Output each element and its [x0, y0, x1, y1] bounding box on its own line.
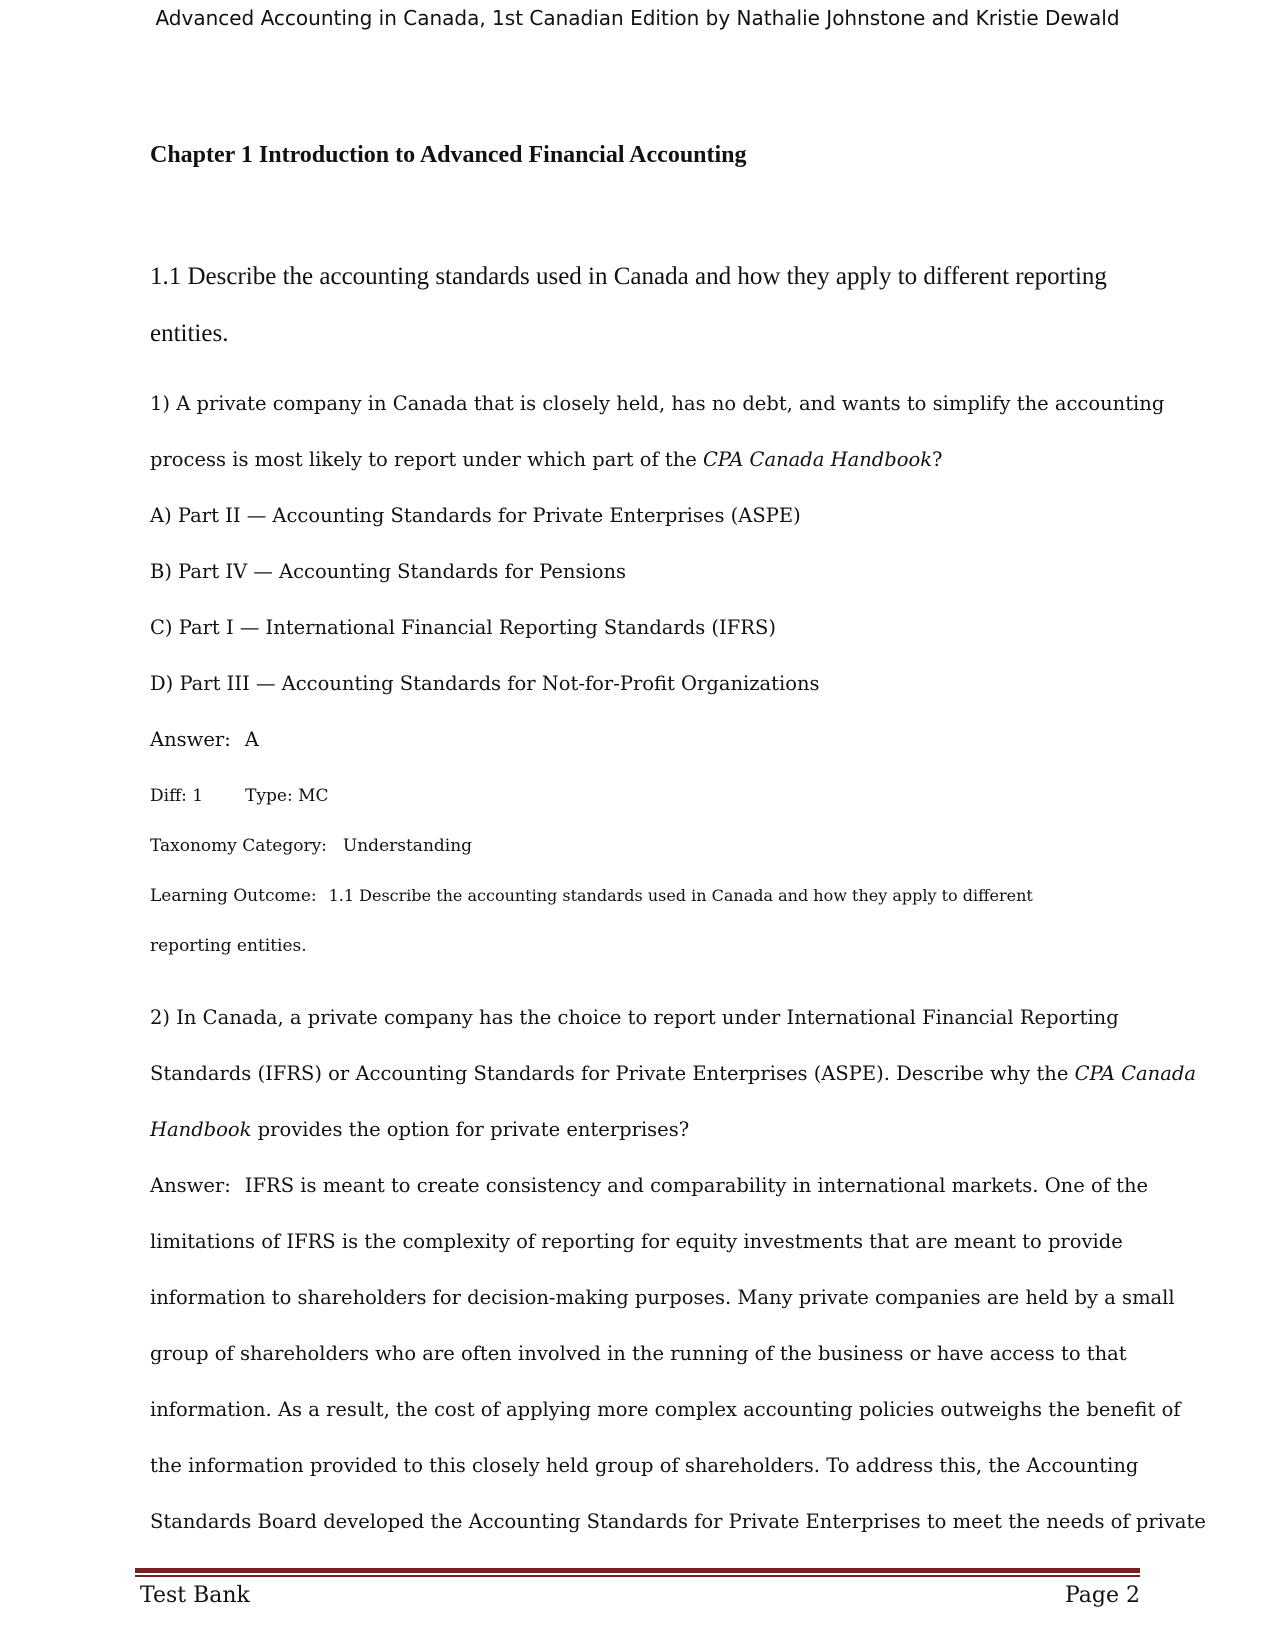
- option-d: D) Part III — Accounting Standards for Not-for-Profit Organizations: [150, 672, 820, 695]
- question-2-answer-line-2: limitations of IFRS is the complexity of reporting for equity investments that are meant to provide: [150, 1230, 1123, 1253]
- footer-label: Test Bank: [140, 1583, 250, 1608]
- question-mark: ?: [932, 448, 943, 471]
- handbook-title: CPA Canada Handbook: [703, 448, 933, 471]
- spacer: [150, 982, 1132, 1004]
- question-1: [150, 390, 1165, 982]
- answer-value: A: [244, 728, 259, 751]
- page-number: Page 2: [1064, 1583, 1140, 1608]
- question-1-meta: [150, 782, 1132, 832]
- question-2-stem-text: Standards (IFRS) or Accounting Standards for Private Enterprises (ASPE). Describe why the: [150, 1062, 1075, 1085]
- answer-text: IFRS is meant to create consistency and comparability in international markets. One of the: [244, 1174, 1149, 1197]
- question-1-stem-text: process is most likely to report under which part of the: [150, 448, 704, 471]
- question-1-answer: [150, 726, 1132, 782]
- learning-outcome-label: Learning Outcome:: [150, 886, 317, 906]
- question-2-answer-line-7: Standards Board developed the Accounting Standards for Private Enterprises to meet the needs of private: [150, 1510, 1206, 1533]
- question-2-stem-line-3: [150, 1116, 1132, 1172]
- chapter-title: Chapter 1 Introduction to Advanced Financial Accounting: [150, 142, 747, 168]
- handbook-title-part-1: CPA Canada: [1074, 1062, 1196, 1085]
- difficulty: Diff: 1: [150, 786, 204, 806]
- question-2-answer-line-5: information. As a result, the cost of applying more complex accounting policies outweighs the benefit of: [150, 1398, 1181, 1421]
- handbook-title-part-2: Handbook: [150, 1118, 252, 1141]
- question-2-answer-line-1: [150, 1172, 1149, 1228]
- question-content: [150, 390, 1206, 1564]
- footer-rule-thick: [135, 1568, 1140, 1573]
- taxonomy-label: Taxonomy Category:: [150, 836, 327, 856]
- learning-outcome-line-2: reporting entities.: [150, 936, 307, 956]
- question-2-stem-line-2: [150, 1060, 1196, 1116]
- question-2-answer-line-3: information to shareholders for decision-making purposes. Many private companies are held by a small: [150, 1286, 1175, 1309]
- option-b: B) Part IV — Accounting Standards for Pensions: [150, 560, 627, 583]
- learning-outcome-text: 1.1 Describe the accounting standards used in Canada and how they apply to different: [328, 886, 1033, 905]
- question-2-stem-line-1: 2) In Canada, a private company has the choice to report under International Financial Reporting: [150, 1006, 1119, 1029]
- question-1-stem-line-2: [150, 446, 1132, 502]
- learning-outcome-row: [150, 882, 1132, 932]
- footer-rule-thin: [135, 1575, 1140, 1577]
- option-c: C) Part I — International Financial Reporting Standards (IFRS): [150, 616, 776, 639]
- taxonomy-value: Understanding: [342, 836, 473, 856]
- answer-label: Answer:: [150, 728, 231, 751]
- section-heading-line-2: entities.: [150, 320, 229, 347]
- section-heading: [150, 248, 1130, 362]
- taxonomy-row: [150, 832, 1132, 882]
- question-2-stem-end: provides the option for private enterprises?: [251, 1118, 690, 1141]
- question-1-stem-line-1: 1) A private company in Canada that is closely held, has no debt, and wants to simplify the accounting: [150, 392, 1165, 415]
- answer-label: Answer:: [150, 1174, 231, 1197]
- section-heading-line-1: 1.1 Describe the accounting standards used in Canada and how they apply to different reporting: [150, 263, 1107, 290]
- option-a: A) Part II — Accounting Standards for Private Enterprises (ASPE): [150, 504, 801, 527]
- question-type: Type: MC: [245, 786, 329, 806]
- question-2-answer-line-4: group of shareholders who are often involved in the running of the business or have access to that: [150, 1342, 1127, 1365]
- running-header: Advanced Accounting in Canada, 1st Canadian Edition by Nathalie Johnstone and Kristie Dewald: [155, 6, 1120, 30]
- question-2-answer-line-6: the information provided to this closely held group of shareholders. To address this, the Accounting: [150, 1454, 1139, 1477]
- question-2: [150, 1004, 1206, 1564]
